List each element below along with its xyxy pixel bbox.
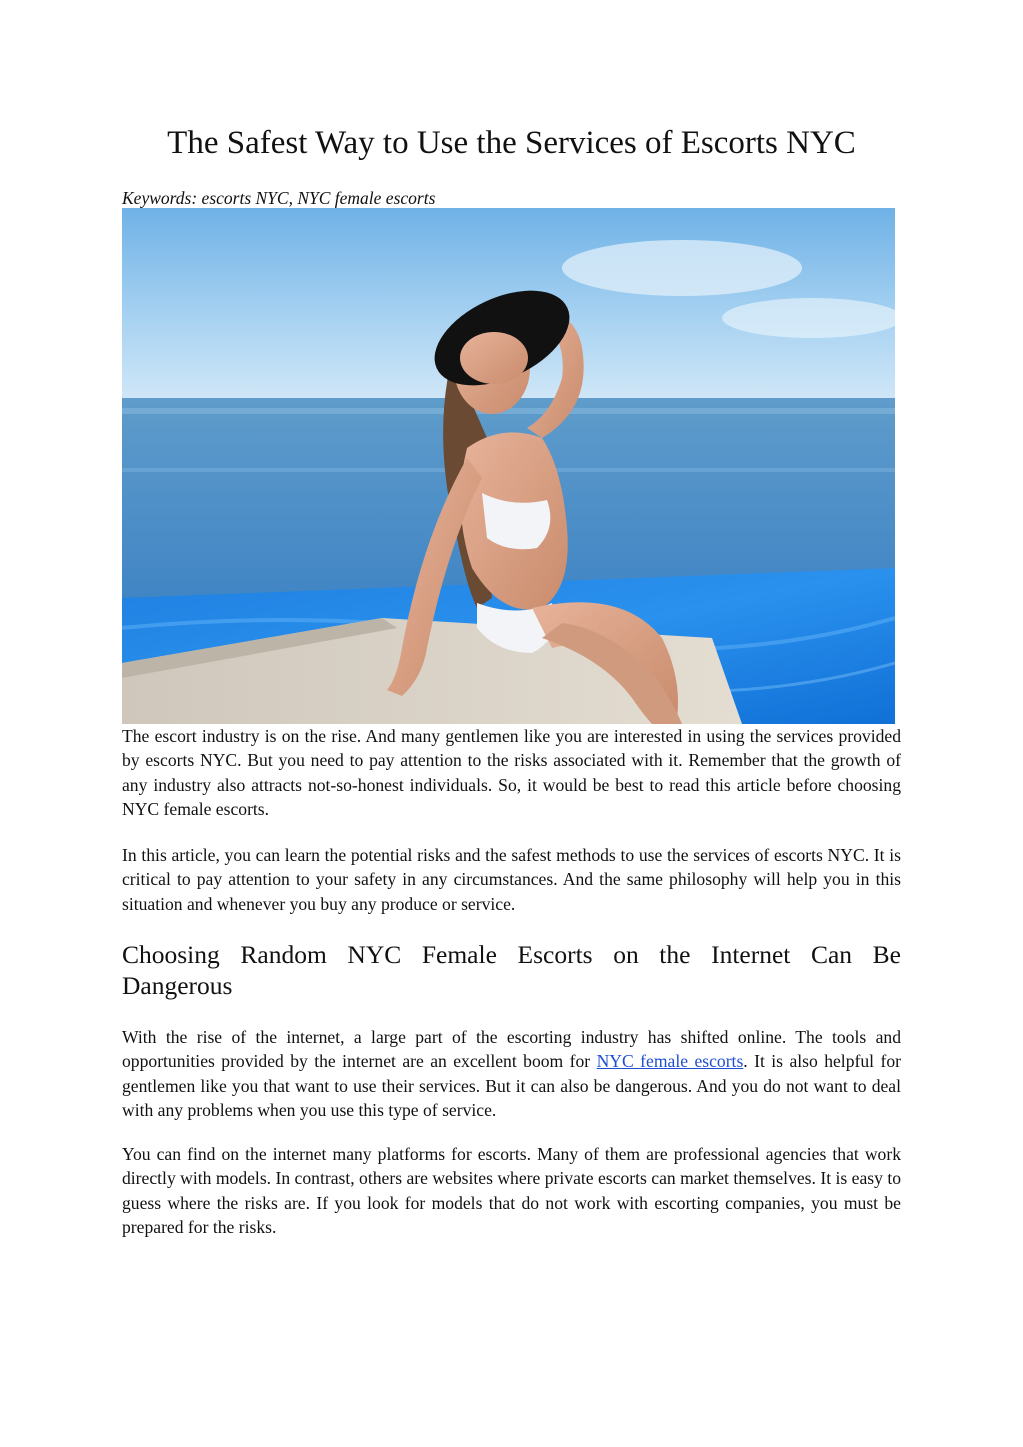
section-heading-line-1: Choosing Random NYC Female Escorts on the Internet Can Be — [122, 940, 901, 969]
document-title: The Safest Way to Use the Services of Escorts NYC — [167, 125, 856, 161]
section-heading — [122, 939, 901, 1001]
hero-photo-illustration — [122, 208, 895, 724]
section-heading-line-2: Dangerous — [122, 971, 233, 1000]
paragraph-intro: The escort industry is on the rise. And many gentlemen like you are interested in using the services provided by escorts NYC. But you need to pay attention to the risks associated with it. Remember that the growth of any industry also attracts not-so-honest individuals. So, it would be best to read this article before choosing NYC female escorts. — [122, 726, 901, 819]
hero-image — [122, 208, 895, 724]
paragraph-platforms: You can find on the internet many platforms for escorts. Many of them are professional agencies that work directly with models. In contrast, others are websites where private escorts can market themselves. It is easy to guess where the risks are. If you look for models that do not work with escorting companies, you must be prepared for the risks. — [122, 1144, 901, 1237]
paragraph-article-overview: In this article, you can learn the potential risks and the safest methods to use the services of escorts NYC. It is critical to pay attention to your safety in any circumstances. And the same philosophy will help you in this situation and whenever you buy any produce or service. — [122, 845, 901, 914]
keywords-line: Keywords: escorts NYC, NYC female escorts — [122, 188, 436, 208]
nyc-female-escorts-link[interactable]: NYC female escorts — [596, 1051, 744, 1072]
paragraph-3-text-before: With the rise of the internet, a large part of the escorting industry has shifted online. The tools and opportunities provided by the internet are an excellent boom for — [122, 1027, 901, 1072]
paragraph-3-text-after: . It is also helpful for gentlemen like you that want to use their services. But it can also be dangerous. And you do not want to deal with any problems when you use this type of service. — [122, 1051, 901, 1120]
paragraph-internet-shift — [122, 1025, 901, 1122]
